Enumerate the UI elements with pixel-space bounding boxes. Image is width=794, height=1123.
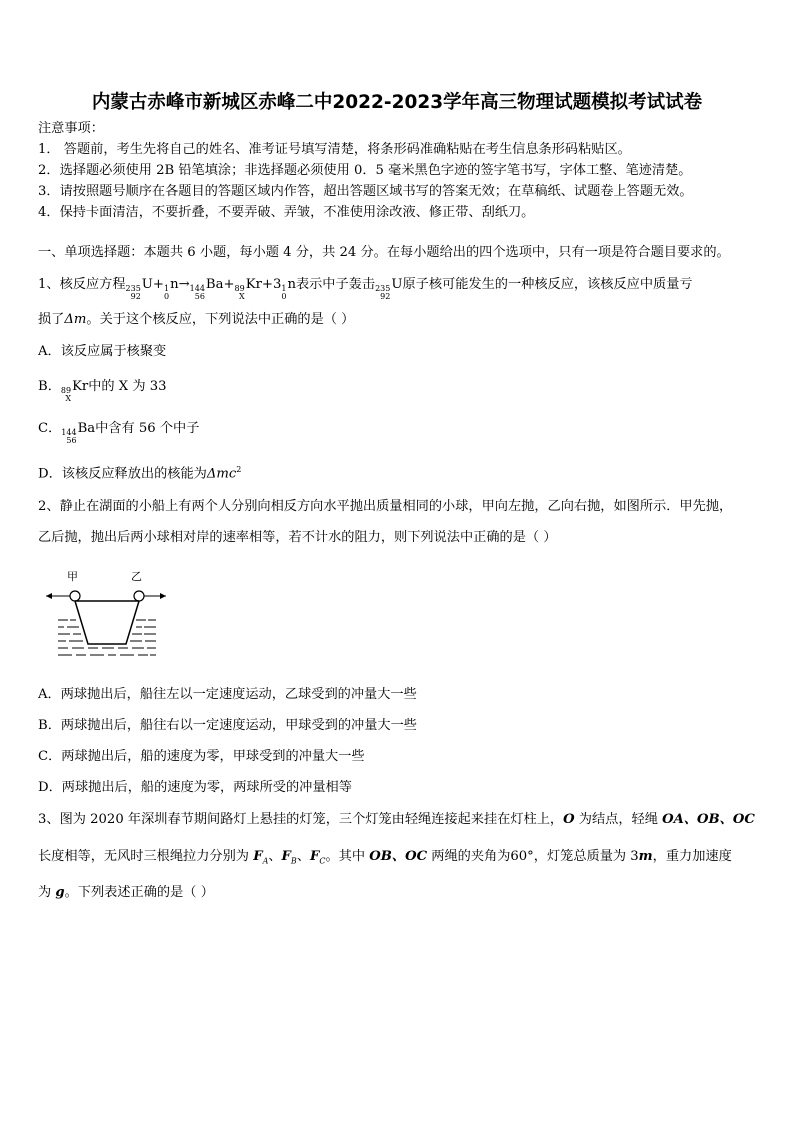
nuclide-number: X	[65, 394, 72, 403]
nuclide-kr-indices	[235, 285, 245, 301]
section-heading: 一、单项选择题：本题共 6 小题，每小题 4 分，共 24 分。在每小题给出的四个选项中，只有一项是符合题目要求的。	[38, 245, 730, 260]
ball-jia	[70, 591, 80, 601]
nuclide-indices	[61, 387, 71, 403]
q3-text: 。下列表述正确的是（ ）	[64, 885, 214, 900]
label-yi: 乙	[131, 570, 142, 583]
q3-text: 3、图为 2020 年深圳春节期间路灯上悬挂的灯笼，三个灯笼由轻绳连接起来挂在灯柱上，	[38, 812, 564, 827]
q2-option-d[interactable]: D．两球抛出后，船的速度为零，两球所受的冲量相等	[38, 780, 352, 795]
q1-mid-text: 表示中子轰击	[295, 277, 376, 292]
subscript-b: B	[290, 856, 297, 866]
plus-sign: +3	[261, 277, 282, 292]
nuclide-symbol: Ba	[205, 277, 224, 292]
q2-option-c[interactable]: C．两球抛出后，船的速度为零，甲球受到的冲量大一些	[38, 749, 365, 764]
nuclide-number: 56	[66, 436, 77, 445]
nuclide-mass: 235	[125, 284, 141, 293]
option-text: 中含有 56 个中子	[95, 421, 200, 436]
nuclide-number: X	[239, 292, 245, 301]
q3-text: 。其中	[325, 849, 370, 864]
q1-suffix: 原子核可能发生的一种核反应，该核反应中质量亏	[402, 277, 693, 292]
right-arrowhead-icon	[160, 593, 166, 599]
option-label: C．	[38, 421, 62, 436]
nuclide-number: 92	[380, 292, 391, 301]
energy-expression: Δmc	[206, 466, 237, 482]
left-arrowhead-icon	[46, 593, 52, 599]
question-3-line-2	[38, 848, 732, 871]
q3-text: ，重力加速度	[652, 849, 732, 864]
knot-o: O	[563, 812, 575, 827]
nuclide-number: 0	[163, 292, 170, 301]
mass-m: m	[638, 849, 653, 864]
q2-option-b[interactable]: B．两球抛出后，船往右以一定速度运动，甲球受到的冲量大一些	[38, 718, 417, 733]
question-3-line-3	[38, 884, 214, 902]
q1-option-d[interactable]	[38, 461, 241, 483]
nuclide-mass: 1	[163, 284, 170, 293]
q1-option-b[interactable]	[38, 378, 167, 403]
question-2-line-2: 乙后抛，抛出后两小球相对岸的速率相等，若不计水的阻力，则下列说法中正确的是（ ）	[38, 530, 557, 545]
nuclide-symbol: n	[170, 277, 179, 292]
nuclide-symbol: n	[287, 277, 296, 292]
nuclide-number: 56	[194, 292, 205, 301]
question-1-line-2	[38, 311, 354, 329]
notes-heading: 注意事项：	[38, 121, 104, 136]
plus-sign: +	[223, 277, 235, 292]
plus-sign: +	[152, 277, 164, 292]
nuclide-mass: 89	[60, 386, 72, 395]
option-text: 中的 X 为 33	[88, 379, 167, 394]
ball-yi	[134, 591, 144, 601]
page-title: 内蒙古赤峰市新城区赤峰二中2022-2023学年高三物理试题模拟考试试卷	[91, 92, 703, 113]
mass-defect: Δm	[64, 312, 87, 327]
nuclide-u-indices	[126, 285, 141, 301]
q3-text: 两绳的夹角为60°，灯笼总质量为 3	[427, 849, 639, 864]
q1-line2-end: 。关于这个核反应，下列说法中正确的是（ ）	[86, 312, 355, 327]
gravity-g: g	[55, 885, 65, 900]
q1-option-a[interactable]: A．该反应属于核聚变	[38, 344, 167, 359]
force-fc: F	[310, 849, 320, 864]
nuclide-symbol: Ba	[77, 421, 96, 436]
nuclide-symbol: U	[141, 277, 153, 292]
nuclide-mass: 235	[375, 284, 391, 293]
note-item-3: 3．请按照题号顺序在各题目的答题区域内作答，超出答题区域书写的答案无效；在草稿纸、试题卷上答题无效。	[38, 184, 693, 199]
nuclide-mass: 144	[61, 428, 77, 437]
ropes-oa-ob-oc: OA、OB、OC	[662, 812, 755, 827]
nuclide-number: 92	[130, 292, 141, 301]
nuclide-symbol: Kr	[245, 277, 262, 292]
option-label: B．	[38, 379, 61, 394]
nuclide-n2-indices	[281, 285, 286, 301]
ropes-ob-oc: OB、OC	[369, 849, 428, 864]
note-item-2: 2．选择题必须使用 2B 铅笔填涂；非选择题必须使用 0．5 毫米黑色字迹的签字笔书写，字体工整、笔迹清楚。	[38, 163, 692, 178]
nuclide-mass: 144	[189, 284, 205, 293]
q3-text: 为	[38, 885, 56, 900]
separator: 、	[268, 849, 282, 864]
nuclide-indices	[61, 429, 76, 445]
reaction-arrow: →	[178, 277, 190, 292]
force-fb: F	[281, 849, 291, 864]
nuclide-u2-indices	[375, 285, 390, 301]
question-1-line-1	[38, 276, 693, 301]
nuclide-symbol: Kr	[72, 379, 89, 394]
q1-option-c[interactable]	[38, 420, 199, 445]
exponent: 2	[236, 465, 242, 474]
note-item-4: 4．保持卡面清洁，不要折叠，不要弄破、弄皱，不准使用涂改液、修正带、刮纸刀。	[38, 205, 535, 220]
boat-hull	[75, 601, 139, 644]
nuclide-ba-indices	[190, 285, 205, 301]
force-fa: F	[253, 849, 263, 864]
note-item-1: 1． 答题前，考生先将自己的姓名、准考证号填写清楚，将条形码准确粘贴在考生信息条形码粘贴区。	[38, 142, 631, 157]
q2-option-a[interactable]: A．两球抛出后，船往左以一定速度运动，乙球受到的冲量大一些	[38, 687, 417, 702]
subscript-c: C	[319, 856, 326, 866]
boat-diagram	[40, 568, 170, 664]
q3-text: 为结点，轻绳	[574, 812, 663, 827]
subscript-a: A	[262, 856, 269, 866]
nuclide-mass: 1	[281, 284, 287, 293]
separator: 、	[296, 849, 310, 864]
nuclide-mass: 89	[234, 284, 245, 293]
q1-prefix: 1、核反应方程	[38, 277, 126, 292]
label-jia: 甲	[67, 570, 78, 583]
nuclide-symbol: U	[391, 277, 403, 292]
q3-text: 长度相等，无风时三根绳拉力分别为	[38, 849, 254, 864]
question-3-line-1	[38, 811, 755, 829]
nuclide-number: 0	[281, 292, 287, 301]
option-text: D．该核反应释放出的核能为	[38, 466, 207, 482]
q1-line2-start: 损了	[38, 312, 65, 327]
question-2-line-1: 2、静止在湖面的小船上有两个人分别向相反方向水平抛出质量相同的小球，甲向左抛，乙向右抛，如图所示．甲先抛，	[38, 499, 733, 514]
nuclide-n-indices	[164, 285, 169, 301]
